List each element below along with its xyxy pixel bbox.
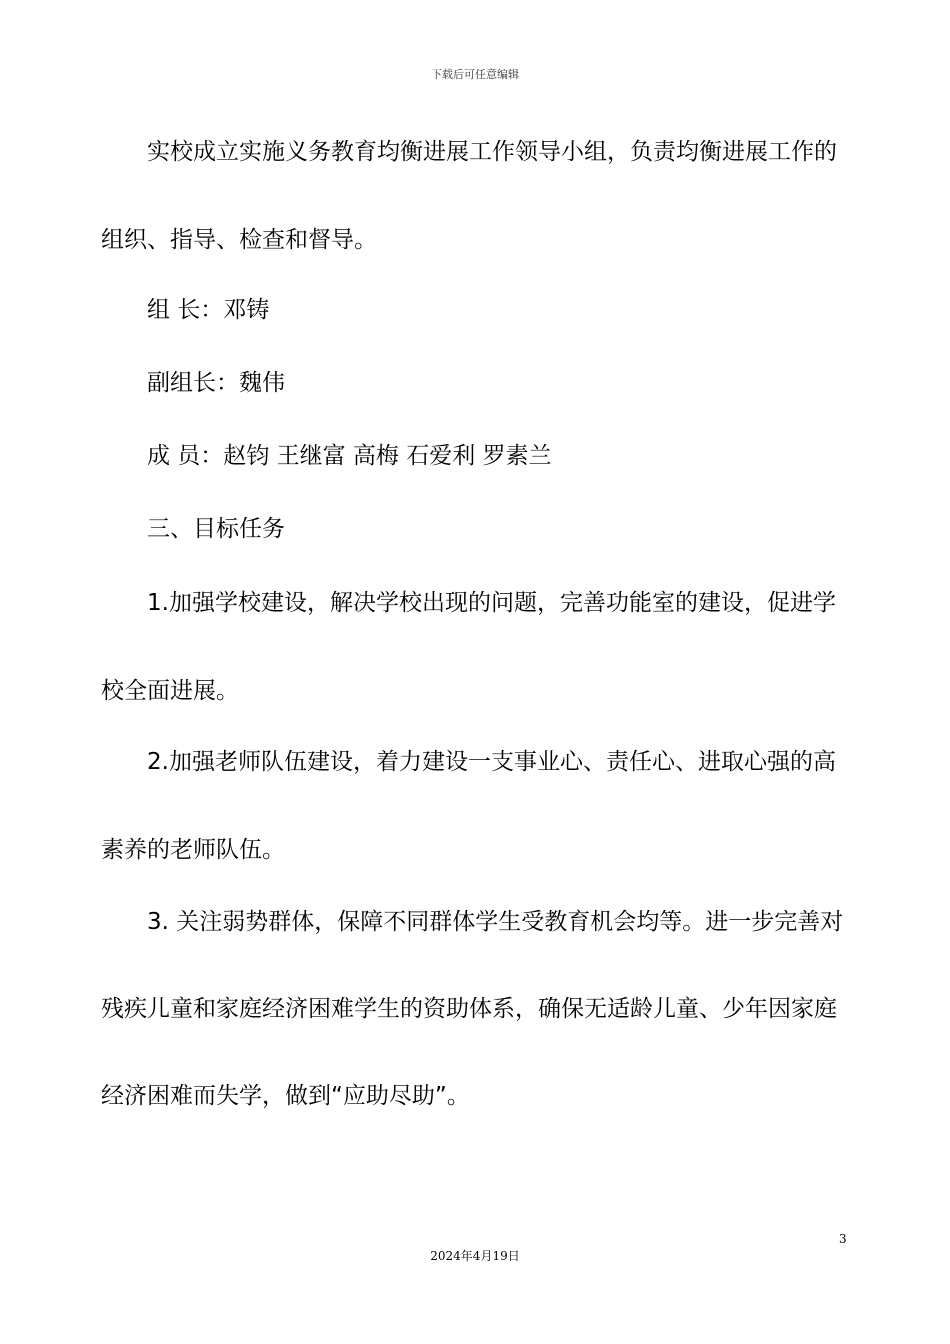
item-2-line-1: 2.加强老师队伍建设，着力建设一支事业心、责任心、进取心强的高 <box>147 749 836 775</box>
members-line: 成 员：赵钧 王继富 高梅 石爱利 罗素兰 <box>147 443 552 469</box>
leader-line: 组 长：邓铸 <box>147 297 270 323</box>
item-1-line-2: 校全面进展。 <box>101 678 239 704</box>
item-3-line-2: 残疾儿童和家庭经济困难学生的资助体系，确保无适龄儿童、少年因家庭 <box>101 996 837 1022</box>
vice-leader-line: 副组长：魏伟 <box>147 370 285 396</box>
item-3-line-3: 经济困难而失学，做到“应助尽助”。 <box>101 1083 470 1109</box>
item-3-line-1: 3. 关注弱势群体，保障不同群体学生受教育机会均等。进一步完善对 <box>147 909 844 935</box>
page-header-note: 下载后可任意编辑 <box>431 68 519 81</box>
footer-date: 2024年4月19日 <box>430 1249 520 1263</box>
item-2-line-2: 素养的老师队伍。 <box>101 837 285 863</box>
item-1-line-1: 1.加强学校建设，解决学校出现的问题，完善功能室的建设，促进学 <box>147 590 836 616</box>
paragraph-1-line-1: 实校成立实施义务教育均衡进展工作领导小组，负责均衡进展工作的 <box>147 139 837 165</box>
page-number: 3 <box>839 1232 847 1246</box>
section-heading: 三、目标任务 <box>147 516 285 542</box>
paragraph-1-line-2: 组织、指导、检查和督导。 <box>101 227 377 253</box>
